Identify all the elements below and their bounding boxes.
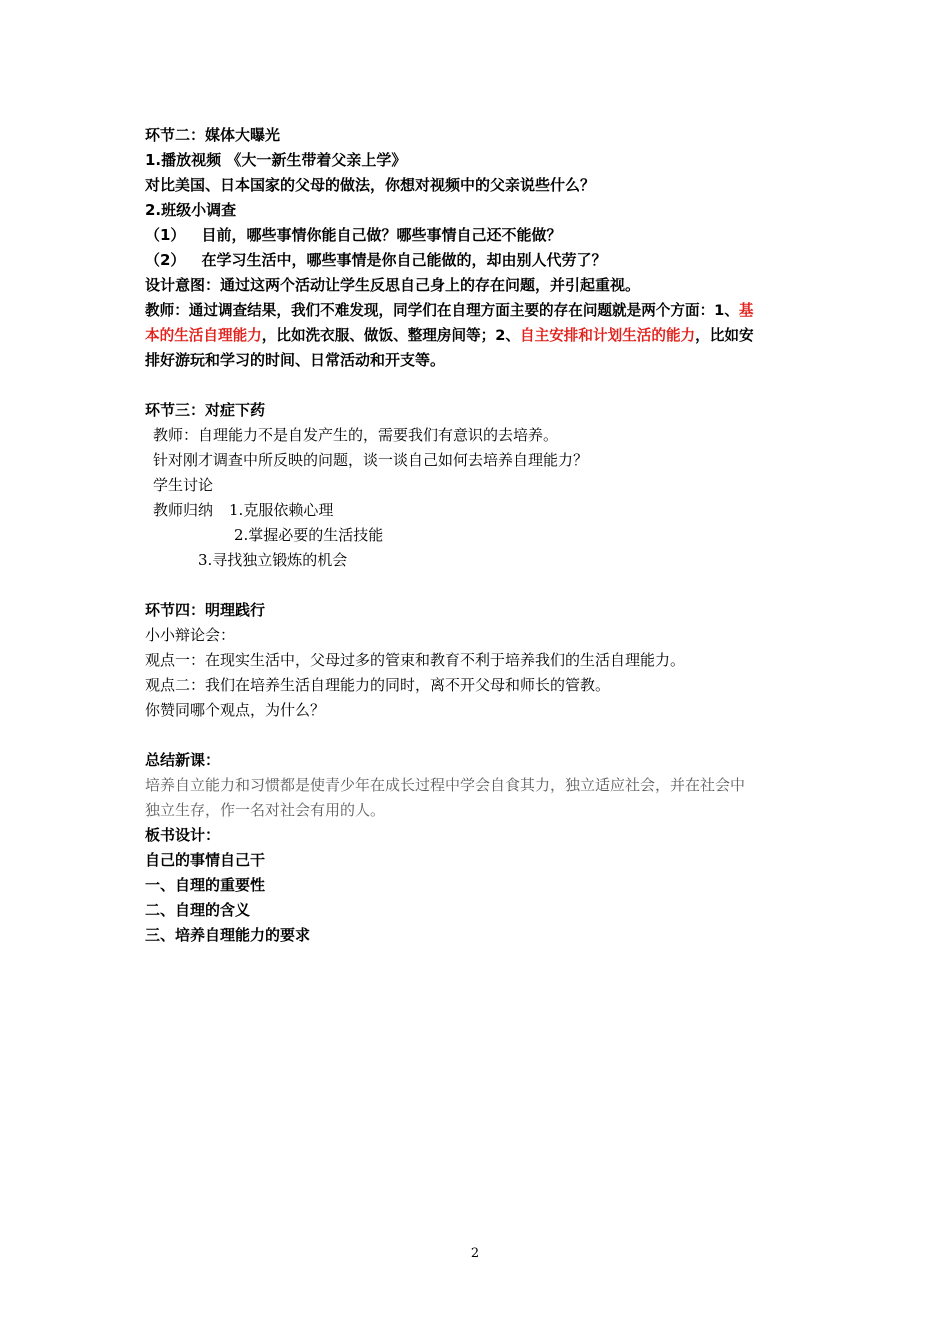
board-title: 自己的事情自己干 <box>145 851 266 869</box>
highlight-planning: 自主安排和计划生活的能力 <box>520 327 696 344</box>
highlight-basic-b: 本的生活自理能力 <box>145 327 262 344</box>
teacher-conclusion-line3: 排好游玩和学习的时间、日常活动和开支等。 <box>145 351 446 369</box>
survey-question-1-text: 目前，哪些事情你能自己做？哪些事情自己还不能做？ <box>201 226 562 244</box>
section3-heading: 环节三：对症下药 <box>145 401 266 419</box>
section3-discuss: 学生讨论 <box>153 476 214 494</box>
section2-item1: 1.播放视频 《大一新生带着父亲上学》 <box>145 151 407 169</box>
debate-label: 小小辩论会： <box>145 626 236 644</box>
summary-point-2: 2.掌握必要的生活技能 <box>234 526 384 544</box>
section2-heading: 环节二：媒体大曝光 <box>145 126 281 144</box>
survey-question-2 <box>145 248 825 273</box>
board-heading: 板书设计： <box>145 826 221 844</box>
section3-question: 针对刚才调查中所反映的问题，谈一谈自己如何去培养自理能力？ <box>153 451 589 469</box>
survey-question-2-text: 在学习生活中，哪些事情是你自己能做的，却由别人代劳了？ <box>201 251 607 269</box>
section3-teacher: 教师：自理能力不是自发产生的，需要我们有意识的去培养。 <box>153 426 559 444</box>
summary-text-line2: 独立生存，作一名对社会有用的人。 <box>145 801 386 819</box>
teacher-text-a: 教师：通过调查结果，我们不难发现，同学们在自理方面主要的存在问题就是两个方面：1、 <box>145 302 739 319</box>
survey-question-1 <box>145 223 825 248</box>
board-item-1: 一、自理的重要性 <box>145 876 266 894</box>
teacher-text-b: ，比如洗衣服、做饭、整理房间等；2、 <box>261 327 521 344</box>
summary-text-line1: 培养自立能力和习惯都是使青少年在成长过程中学会自食其力，独立适应社会，并在社会中 <box>145 776 746 794</box>
highlight-basic-a: 基 <box>738 302 754 319</box>
summary-label: 教师归纳 <box>153 501 214 519</box>
summary-heading: 总结新课： <box>145 751 221 769</box>
section4-heading: 环节四：明理践行 <box>145 601 266 619</box>
summary-point-1: 1.克服依赖心理 <box>229 501 334 519</box>
survey-question-1-number: （1） <box>145 226 186 244</box>
board-item-3: 三、培养自理能力的要求 <box>145 926 311 944</box>
design-intent: 设计意图：通过这两个活动让学生反思自己身上的存在问题，并引起重视。 <box>145 276 641 294</box>
view-2: 观点二：我们在培养生活自理能力的同时，离不开父母和师长的管教。 <box>145 676 611 694</box>
board-item-2: 二、自理的含义 <box>145 901 251 919</box>
section3-summary <box>153 498 833 523</box>
teacher-text-c: ，比如安 <box>695 327 754 344</box>
page-number: 2 <box>470 1246 480 1261</box>
teacher-conclusion-line2 <box>145 323 825 348</box>
section2-item1-question: 对比美国、日本国家的父母的做法，你想对视频中的父亲说些什么？ <box>145 176 596 194</box>
section2-item2: 2.班级小调查 <box>145 201 237 219</box>
view-1: 观点一：在现实生活中，父母过多的管束和教育不利于培养我们的生活自理能力。 <box>145 651 686 669</box>
survey-question-2-number: （2） <box>145 251 186 269</box>
summary-point-3: 3.寻找独立锻炼的机会 <box>198 551 348 569</box>
teacher-conclusion-line1 <box>145 298 825 323</box>
debate-question: 你赞同哪个观点，为什么？ <box>145 701 326 719</box>
